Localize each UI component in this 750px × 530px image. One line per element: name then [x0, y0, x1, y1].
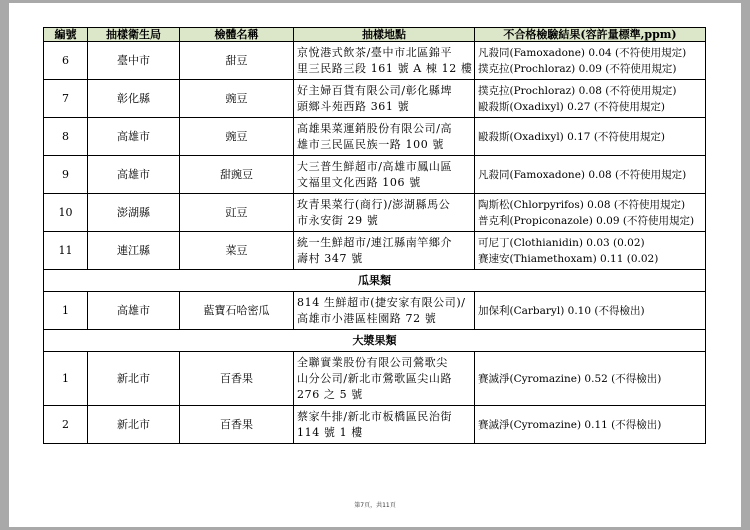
header-number: 編號	[44, 28, 88, 42]
header-sample-name: 檢體名稱	[180, 28, 294, 42]
row-result	[475, 80, 706, 118]
row-location-line: 蔡家牛排/新北市板橋區民治街	[297, 409, 453, 423]
row-result-line: 撲克拉(Prochloraz) 0.08 (不符使用規定)	[478, 84, 677, 97]
row-sample-name: 菜豆	[180, 232, 294, 270]
row-result	[475, 118, 706, 156]
row-location	[294, 232, 475, 270]
row-number: 9	[44, 156, 88, 194]
row-result	[475, 42, 706, 80]
table-row	[44, 194, 706, 232]
row-bureau: 臺中市	[88, 42, 180, 80]
row-bureau: 高雄市	[88, 156, 180, 194]
table-header-row	[44, 28, 706, 42]
row-bureau: 連江縣	[88, 232, 180, 270]
table-row	[44, 42, 706, 80]
row-location	[294, 156, 475, 194]
row-result-line: 毆殺斯(Oxadixyl) 0.27 (不符使用規定)	[478, 100, 666, 113]
header-result: 不合格檢驗結果(容許量標準,ppm)	[475, 28, 706, 42]
row-location-line: 文福里文化西路 106 號	[297, 175, 421, 189]
section-title-melons: 瓜果類	[44, 270, 706, 292]
row-location-line: 高雄市小港區桂園路 72 號	[297, 311, 437, 325]
table-row	[44, 80, 706, 118]
row-location	[294, 42, 475, 80]
section-title-large-berries: 大漿果類	[44, 330, 706, 352]
row-result	[475, 352, 706, 406]
row-location-line: 814 生鮮超市(捷安家有限公司)/	[297, 295, 466, 309]
row-location-line: 玫青果菜行(商行)/澎湖縣馬公	[297, 197, 451, 211]
row-result	[475, 292, 706, 330]
row-location	[294, 292, 475, 330]
row-sample-name: 豇豆	[180, 194, 294, 232]
row-bureau: 澎湖縣	[88, 194, 180, 232]
row-number: 6	[44, 42, 88, 80]
table-row	[44, 232, 706, 270]
table-row	[44, 156, 706, 194]
row-sample-name: 百香果	[180, 406, 294, 444]
row-location-line: 山分公司/新北市鶯歌區尖山路	[297, 371, 453, 385]
row-location-line: 頭鄉斗苑西路 361 號	[297, 99, 410, 113]
row-location-line: 好主婦百貨有限公司/彰化縣埤	[297, 83, 453, 97]
row-result-line: 撲克拉(Prochloraz) 0.09 (不符使用規定)	[478, 62, 677, 75]
row-location	[294, 194, 475, 232]
row-result-line: 加保利(Carbaryl) 0.10 (不得檢出)	[478, 304, 645, 317]
row-location-line: 里三民路三段 161 號 A 棟 12 樓	[297, 61, 473, 75]
row-result-line: 毆殺斯(Oxadixyl) 0.17 (不符使用規定)	[478, 130, 666, 143]
page-footer: 第7頁，共11頁	[354, 502, 396, 509]
header-bureau: 抽樣衛生局	[88, 28, 180, 42]
row-number: 10	[44, 194, 88, 232]
row-location-line: 市永安街 29 號	[297, 213, 379, 227]
row-number: 2	[44, 406, 88, 444]
section-row	[44, 330, 706, 352]
row-bureau: 新北市	[88, 406, 180, 444]
row-result-line: 普克利(Propiconazole) 0.09 (不符使用規定)	[478, 214, 695, 227]
table-row	[44, 352, 706, 406]
row-location-line: 114 號 1 樓	[297, 425, 363, 439]
row-sample-name: 藍寶石哈密瓜	[180, 292, 294, 330]
row-location	[294, 352, 475, 406]
row-result	[475, 406, 706, 444]
table-row	[44, 118, 706, 156]
row-sample-name: 甜豆	[180, 42, 294, 80]
row-result-line: 賽滅淨(Cyromazine) 0.11 (不得檢出)	[478, 418, 662, 431]
row-location	[294, 80, 475, 118]
row-number: 11	[44, 232, 88, 270]
row-number: 7	[44, 80, 88, 118]
row-location-line: 276 之 5 號	[297, 387, 363, 401]
row-bureau: 新北市	[88, 352, 180, 406]
header-location: 抽樣地點	[294, 28, 475, 42]
row-result-line: 可尼丁(Clothianidin) 0.03 (0.02)	[478, 236, 645, 249]
row-result-line: 賽滅淨(Cyromazine) 0.52 (不得檢出)	[478, 372, 662, 385]
row-sample-name: 豌豆	[180, 80, 294, 118]
row-location-line: 雄市三民區民族一路 100 號	[297, 137, 444, 151]
row-bureau: 高雄市	[88, 292, 180, 330]
row-location-line: 高雄果菜運銷股份有限公司/高	[297, 121, 453, 135]
document-page	[9, 3, 741, 527]
row-location-line: 全聯實業股份有限公司鶯歌尖	[297, 355, 448, 369]
section-row	[44, 270, 706, 292]
row-bureau: 高雄市	[88, 118, 180, 156]
row-location-line: 統一生鮮超市/連江縣南竿鄉介	[297, 235, 453, 249]
row-result	[475, 194, 706, 232]
row-location-line: 京悅港式飲茶/臺中市北區錦平	[297, 45, 453, 59]
row-sample-name: 百香果	[180, 352, 294, 406]
row-result-line: 凡殺同(Famoxadone) 0.04 (不符使用規定)	[478, 46, 687, 59]
table-row	[44, 292, 706, 330]
row-location-line: 壽村 347 號	[297, 251, 363, 265]
row-location	[294, 118, 475, 156]
row-result-line: 凡殺同(Famoxadone) 0.08 (不符使用規定)	[478, 168, 687, 181]
row-bureau: 彰化縣	[88, 80, 180, 118]
row-location-line: 大三普生鮮超市/高雄市鳳山區	[297, 159, 453, 173]
row-sample-name: 甜豌豆	[180, 156, 294, 194]
row-number: 1	[44, 292, 88, 330]
row-result	[475, 156, 706, 194]
row-result-line: 賽速安(Thiamethoxam) 0.11 (0.02)	[478, 252, 659, 265]
row-number: 1	[44, 352, 88, 406]
row-number: 8	[44, 118, 88, 156]
inspection-results-table	[43, 27, 706, 444]
row-result	[475, 232, 706, 270]
row-sample-name: 豌豆	[180, 118, 294, 156]
table-row	[44, 406, 706, 444]
row-location	[294, 406, 475, 444]
row-result-line: 陶斯松(Chlorpyrifos) 0.08 (不符使用規定)	[478, 198, 686, 211]
